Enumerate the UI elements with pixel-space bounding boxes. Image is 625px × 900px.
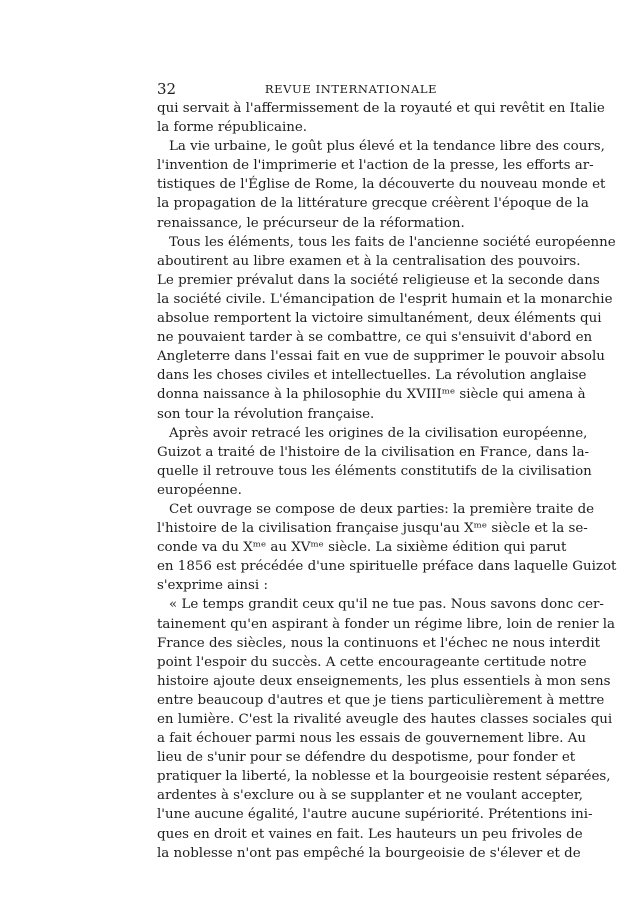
text-line: qui servait à l'affermissement de la royauté et qui revêtit en Italie — [157, 101, 605, 116]
text-line: ardentes à s'exclure ou à se supplanter et ne voulant accepter, — [157, 788, 584, 804]
text-line: Angleterre dans l'essai fait en vue de supprimer le pouvoir absolu — [157, 349, 605, 365]
text-line: « Le temps grandit ceux qu'il ne tue pas. Nous savons donc cer- — [169, 597, 604, 613]
running-head — [157, 80, 545, 98]
paragraph — [157, 424, 592, 500]
text-line: entre beaucoup d'autres et que je tiens particulièrement à mettre — [157, 692, 605, 708]
text-line: Guizot a traité de l'histoire de la civilisation en France, dans la- — [157, 444, 590, 460]
text-line: européenne. — [157, 482, 242, 498]
text-line: conde va du Xᵐᵉ au XVᵐᵉ siècle. La sixième édition qui parut — [157, 540, 567, 556]
text-line: quelle il retrouve tous les éléments constitutifs de la civilisation — [157, 463, 592, 479]
text-line: tistiques de l'Église de Rome, la découverte du nouveau monde et — [157, 177, 606, 193]
text-line: la forme républicaine. — [157, 120, 308, 136]
text-line: l'une aucune égalité, l'autre aucune supériorité. Prétentions ini- — [157, 807, 593, 823]
text-line: Tous les éléments, tous les faits de l'ancienne société européenne — [169, 234, 616, 250]
text-line: s'exprime ainsi : — [157, 578, 268, 594]
text-line: La vie urbaine, le goût plus élevé et la tendance libre des cours, — [169, 139, 605, 155]
text-line: Après avoir retracé les origines de la civilisation européenne, — [169, 425, 588, 441]
text-line: absolue remportent la victoire simultanément, deux éléments qui — [157, 311, 602, 327]
text-line: point l'espoir du succès. A cette encourageante certitude notre — [157, 654, 587, 670]
paragraph — [157, 233, 616, 424]
text-line: Le premier prévalut dans la société religieuse et la seconde dans — [157, 272, 600, 288]
text-line: pratiquer la liberté, la noblesse et la bourgeoisie restent séparées, — [157, 769, 611, 785]
text-line: ques en droit et vaines en fait. Les hauteurs un peu frivoles de — [157, 826, 583, 842]
text-line: l'invention de l'imprimerie et l'action de la presse, les efforts ar- — [157, 158, 594, 174]
text-line: ne pouvaient tarder à se combattre, ce qui s'ensuivit d'abord en — [157, 330, 593, 346]
text-line: en lumière. C'est la rivalité aveugle des hautes classes sociales qui — [157, 712, 613, 727]
text-line: donna naissance à la philosophie du XVIIIᵐᵉ siècle qui amena à — [157, 387, 586, 403]
text-line: histoire ajoute deux enseignements, les plus essentiels à mon sens — [157, 673, 611, 689]
text-line: renaissance, le précurseur de la réformation. — [157, 215, 465, 231]
text-line: en 1856 est précédée d'une spirituelle préface dans laquelle Guizot — [157, 559, 617, 575]
text-line: l'histoire de la civilisation française jusqu'au Xᵐᵉ siècle et la se- — [157, 521, 588, 537]
text-line: lieu de s'unir pour se défendre du despotisme, pour fonder et — [157, 750, 576, 766]
text-line: la propagation de la littérature grecque créèrent l'époque de la — [157, 196, 589, 212]
journal-title: REVUE INTERNATIONALE — [264, 82, 438, 96]
paragraph — [157, 99, 605, 137]
text-line: aboutirent au libre examen et à la centralisation des pouvoirs. — [157, 253, 581, 269]
text-line: la noblesse n'ont pas empêché la bourgeoisie de s'élever et de — [157, 845, 581, 861]
text-line: tainement qu'en aspirant à fonder un régime libre, loin de renier la — [157, 616, 616, 632]
text-line: a fait échouer parmi nous les essais de gouvernement libre. Au — [157, 731, 587, 747]
quotation-paragraph — [157, 595, 616, 862]
text-line: France des siècles, nous la continuons et l'échec ne nous interdit — [157, 635, 600, 651]
text-line: la société civile. L'émancipation de l'esprit humain et la monarchie — [157, 291, 613, 307]
paragraph — [157, 500, 617, 595]
text-line: son tour la révolution française. — [157, 406, 375, 422]
text-line: dans les choses civiles et intellectuelles. La révolution anglaise — [157, 368, 587, 384]
paragraph — [157, 137, 606, 232]
page-number: 32 — [157, 80, 177, 98]
text-line: Cet ouvrage se compose de deux parties: la première traite de — [169, 501, 595, 517]
body-text — [157, 99, 617, 863]
